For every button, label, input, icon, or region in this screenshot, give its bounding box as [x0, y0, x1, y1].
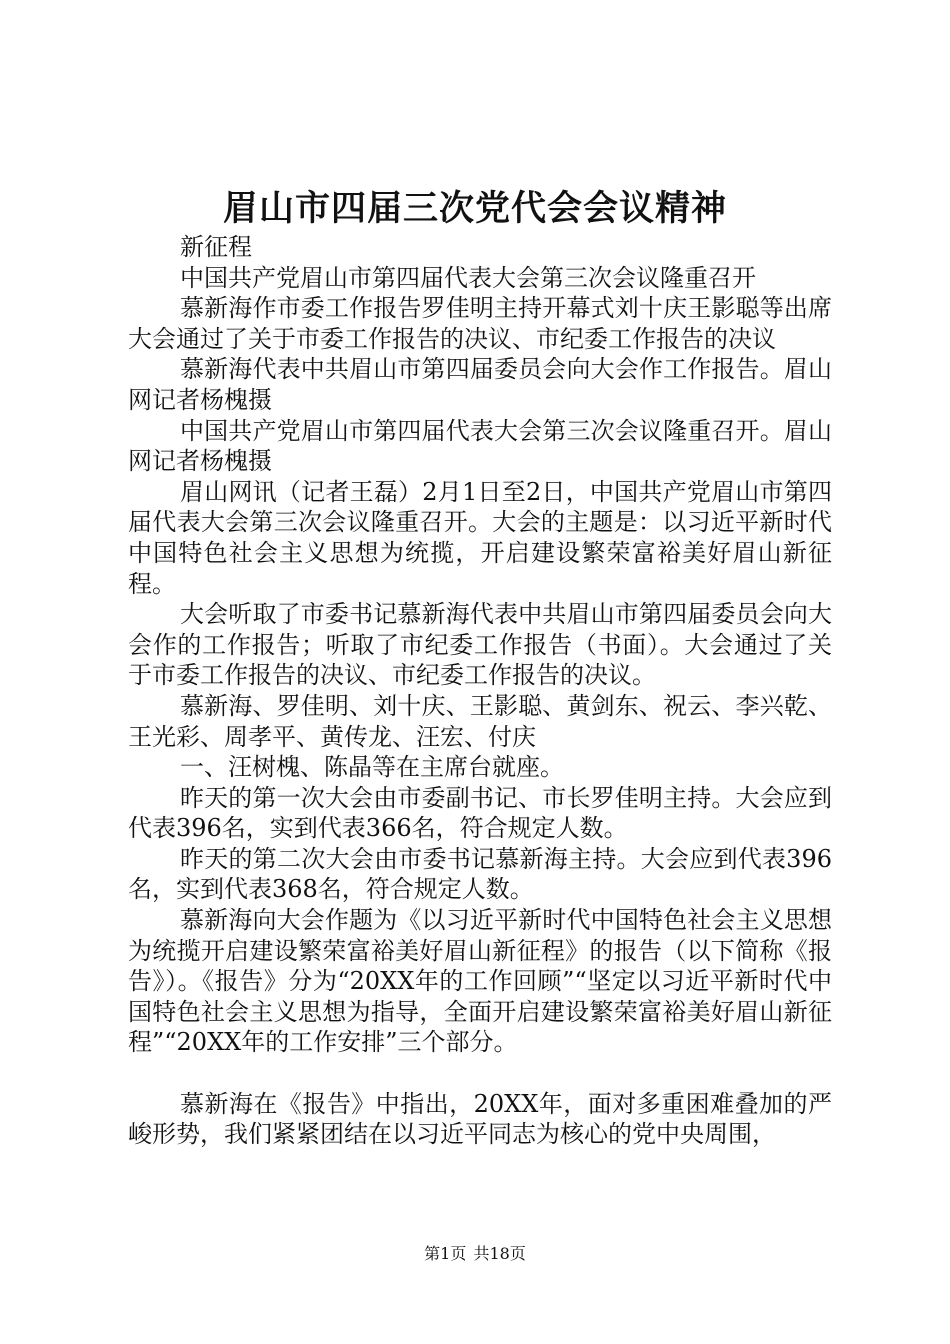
paragraph: 慕新海代表中共眉山市第四届委员会向大会作工作报告。眉山网记者杨槐摄 [128, 355, 832, 414]
paragraph: 昨天的第一次大会由市委副书记、市长罗佳明主持。大会应到代表396名，实到代表366名，符合规定人数。 [128, 783, 832, 843]
document-title: 眉山市四届三次党代会会议精神 [222, 188, 727, 229]
paragraph: 昨天的第二次大会由市委书记慕新海主持。大会应到代表396名，实到代表368名，符合规定人数。 [128, 844, 832, 904]
page-footer [0, 1244, 950, 1264]
paragraph: 中国共产党眉山市第四届代表大会第三次会议隆重召开。眉山网记者杨槐摄 [128, 416, 832, 476]
paragraph: 一、汪树槐、陈晶等在主席台就座。 [180, 753, 564, 782]
paragraph: 慕新海向大会作题为《以习近平新时代中国特色社会主义思想为统揽开启建设繁荣富裕美好眉山新征程》的报告（以下简称《报告》）。《报告》分为“20XX年的工作回顾”“坚定以习近平新时代中国特色社会主义思想为指导，全面开启建设繁荣富裕美好眉山新征程”“20XX年的工作安排”三个部分。 [128, 906, 832, 1057]
page-total: 共18页 [473, 1244, 526, 1263]
page-number: 第1页 [424, 1244, 467, 1263]
paragraph: 慕新海、罗佳明、刘十庆、王影聪、黄剑东、祝云、李兴乾、王光彩、周孝平、黄传龙、汪宏、付庆 [128, 691, 832, 751]
paragraph: 新征程 [180, 233, 252, 261]
paragraph: 中国共产党眉山市第四届代表大会第三次会议隆重召开 [180, 263, 756, 292]
paragraph: 慕新海在《报告》中指出，20XX年，面对多重困难叠加的严峻形势，我们紧紧团结在以习近平同志为核心的党中央周围， [128, 1089, 832, 1149]
paragraph: 眉山网讯（记者王磊）2月1日至2日，中国共产党眉山市第四届代表大会第三次会议隆重召开。大会的主题是：以习近平新时代中国特色社会主义思想为统揽，开启建设繁荣富裕美好眉山新征程。 [128, 477, 832, 598]
paragraph: 慕新海作市委工作报告罗佳明主持开幕式刘十庆王影聪等出席大会通过了关于市委工作报告的决议、市纪委工作报告的决议 [128, 294, 832, 353]
document-body [128, 232, 832, 1150]
paragraph: 大会听取了市委书记慕新海代表中共眉山市第四届委员会向大会作的工作报告；听取了市纪委工作报告（书面）。大会通过了关于市委工作报告的决议、市纪委工作报告的决议。 [128, 600, 832, 690]
